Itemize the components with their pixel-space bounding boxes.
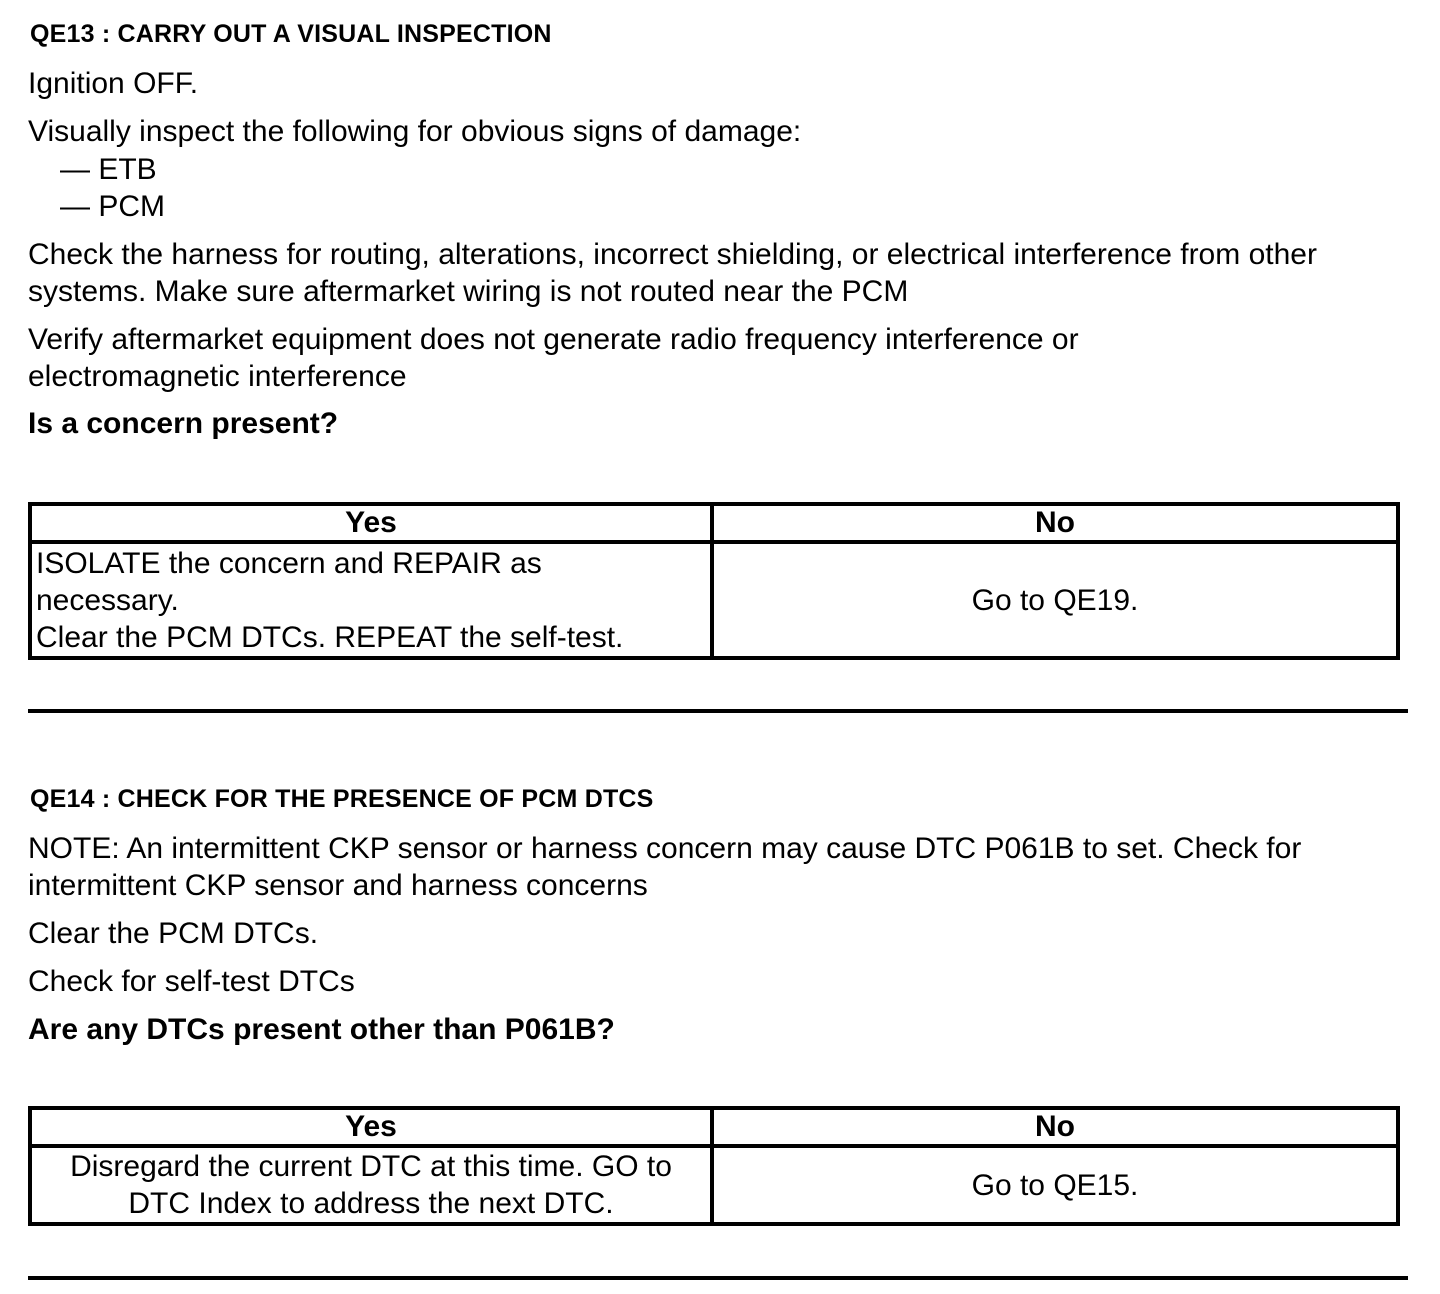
no-cell: Go to QE15.: [712, 1146, 1398, 1224]
aftermarket-verify: Verify aftermarket equipment does not generate radio frequency interference or electromagnetic interference: [28, 323, 1079, 393]
bullet-pcm: — PCM: [60, 190, 165, 223]
step-title-qe14: QE14 : CHECK FOR THE PRESENCE OF PCM DTCS: [30, 785, 654, 813]
question-qe14: Are any DTCs present other than P061B?: [28, 1013, 615, 1046]
yes-header: Yes: [30, 1108, 712, 1146]
no-header: No: [712, 504, 1398, 542]
bullet-etb: — ETB: [60, 153, 157, 186]
section-divider: [28, 709, 1408, 713]
no-cell: Go to QE19.: [712, 542, 1398, 658]
no-header: No: [712, 1108, 1398, 1146]
answer-table-qe14: [28, 1106, 1400, 1226]
harness-check: Check the harness for routing, alterations, incorrect shielding, or electrical interference from other systems. Make sure aftermarket wiring is not routed near the PCM: [28, 238, 1317, 308]
yes-cell: [30, 542, 712, 658]
answer-table-qe13: [28, 502, 1400, 660]
yes-action-line2: Clear the PCM DTCs. REPEAT the self-test.: [36, 620, 624, 654]
clear-dtcs-instruction: Clear the PCM DTCs.: [28, 917, 319, 950]
note-text: NOTE: An intermittent CKP sensor or harness concern may cause DTC P061B to set. Check for intermittent CKP sensor and harness concerns: [28, 832, 1302, 902]
yes-cell: Disregard the current DTC at this time. GO to DTC Index to address the next DTC.: [30, 1146, 712, 1224]
inspect-intro: Visually inspect the following for obvious signs of damage:: [28, 115, 802, 148]
section-divider: [28, 1276, 1408, 1280]
step-title-qe13: QE13 : CARRY OUT A VISUAL INSPECTION: [30, 20, 552, 48]
yes-action-line1: ISOLATE the concern and REPAIR as necessary.: [36, 546, 542, 617]
yes-header: Yes: [30, 504, 712, 542]
question-qe13: Is a concern present?: [28, 407, 339, 440]
ignition-instruction: Ignition OFF.: [28, 67, 199, 100]
check-dtcs-instruction: Check for self-test DTCs: [28, 965, 355, 998]
